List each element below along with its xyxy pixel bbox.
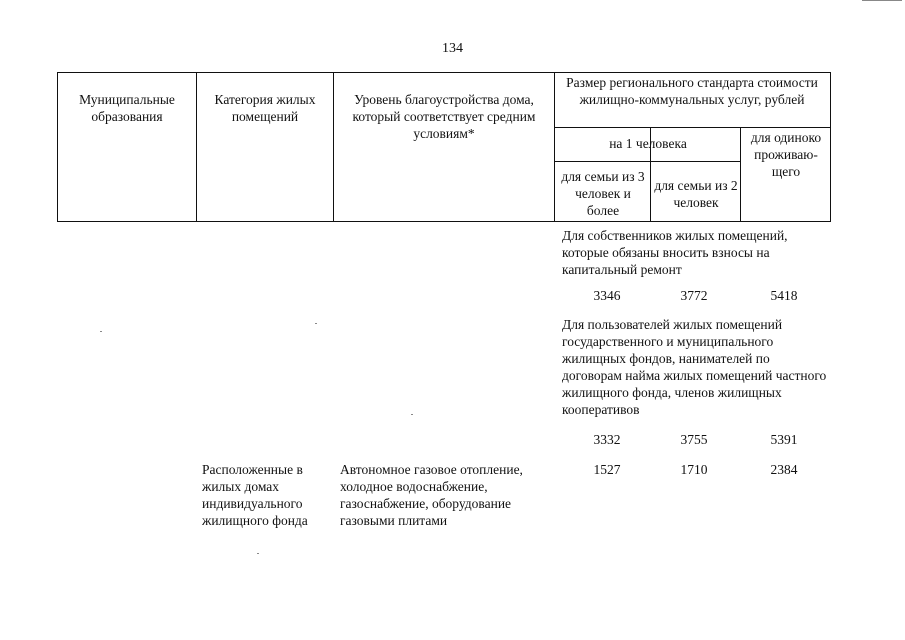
table-header (57, 72, 831, 222)
column-divider (333, 73, 334, 221)
value-family-3-plus: 1527 (593, 462, 621, 477)
scan-speck (100, 331, 102, 332)
section-label-owners: Для собственников жилых помещений, которые обязаны вносить взносы на капитальный ремонт (562, 228, 788, 277)
scan-speck (315, 323, 317, 324)
row-amenities: Автономное газовое отопление, холодное водоснабжение, газоснабжение, оборудование газовыми плитами (340, 462, 523, 528)
section-label-users: Для пользователей жилых помещений государственного и муниципального жилищных фондов, нанимателей по договорам найма жилых помещений частного жилищного фонда, членов жилищных кооперативов (562, 317, 827, 417)
row-category: Расположенные в жилых домах индивидуального жилищного фонда (202, 462, 308, 528)
column-divider (196, 73, 197, 221)
column-divider (554, 73, 555, 221)
scan-speck (862, 0, 902, 1)
header-municipal: Муниципальные образования (79, 92, 175, 124)
header-standard-size: Размер регионального стандарта стоимости жилищно-коммунальных услуг, рублей (566, 75, 818, 107)
header-single: для одиноко проживаю-щего (750, 130, 822, 179)
header-category: Категория жилых помещений (214, 92, 316, 124)
page-number: 134 (442, 41, 463, 56)
scan-speck (257, 553, 259, 554)
value-family-3-plus: 3332 (593, 432, 621, 447)
value-family-2: 3772 (680, 288, 708, 303)
value-family-3-plus: 3346 (593, 288, 621, 303)
value-single: 5391 (770, 432, 798, 447)
value-family-2: 3755 (680, 432, 708, 447)
row-divider (555, 161, 740, 162)
row-divider (555, 127, 830, 128)
scan-speck (411, 414, 413, 415)
header-family-2: для семьи из 2 человек (654, 178, 738, 210)
column-divider (740, 127, 741, 221)
value-single: 5418 (770, 288, 798, 303)
value-single: 2384 (770, 462, 798, 477)
header-per-person: на 1 человека (609, 136, 687, 151)
header-amenities: Уровень благоустройства дома, который соответствует средним условиям* (352, 92, 536, 141)
value-family-2: 1710 (680, 462, 708, 477)
header-family-3-plus: для семьи из 3 человек и более (561, 169, 645, 218)
